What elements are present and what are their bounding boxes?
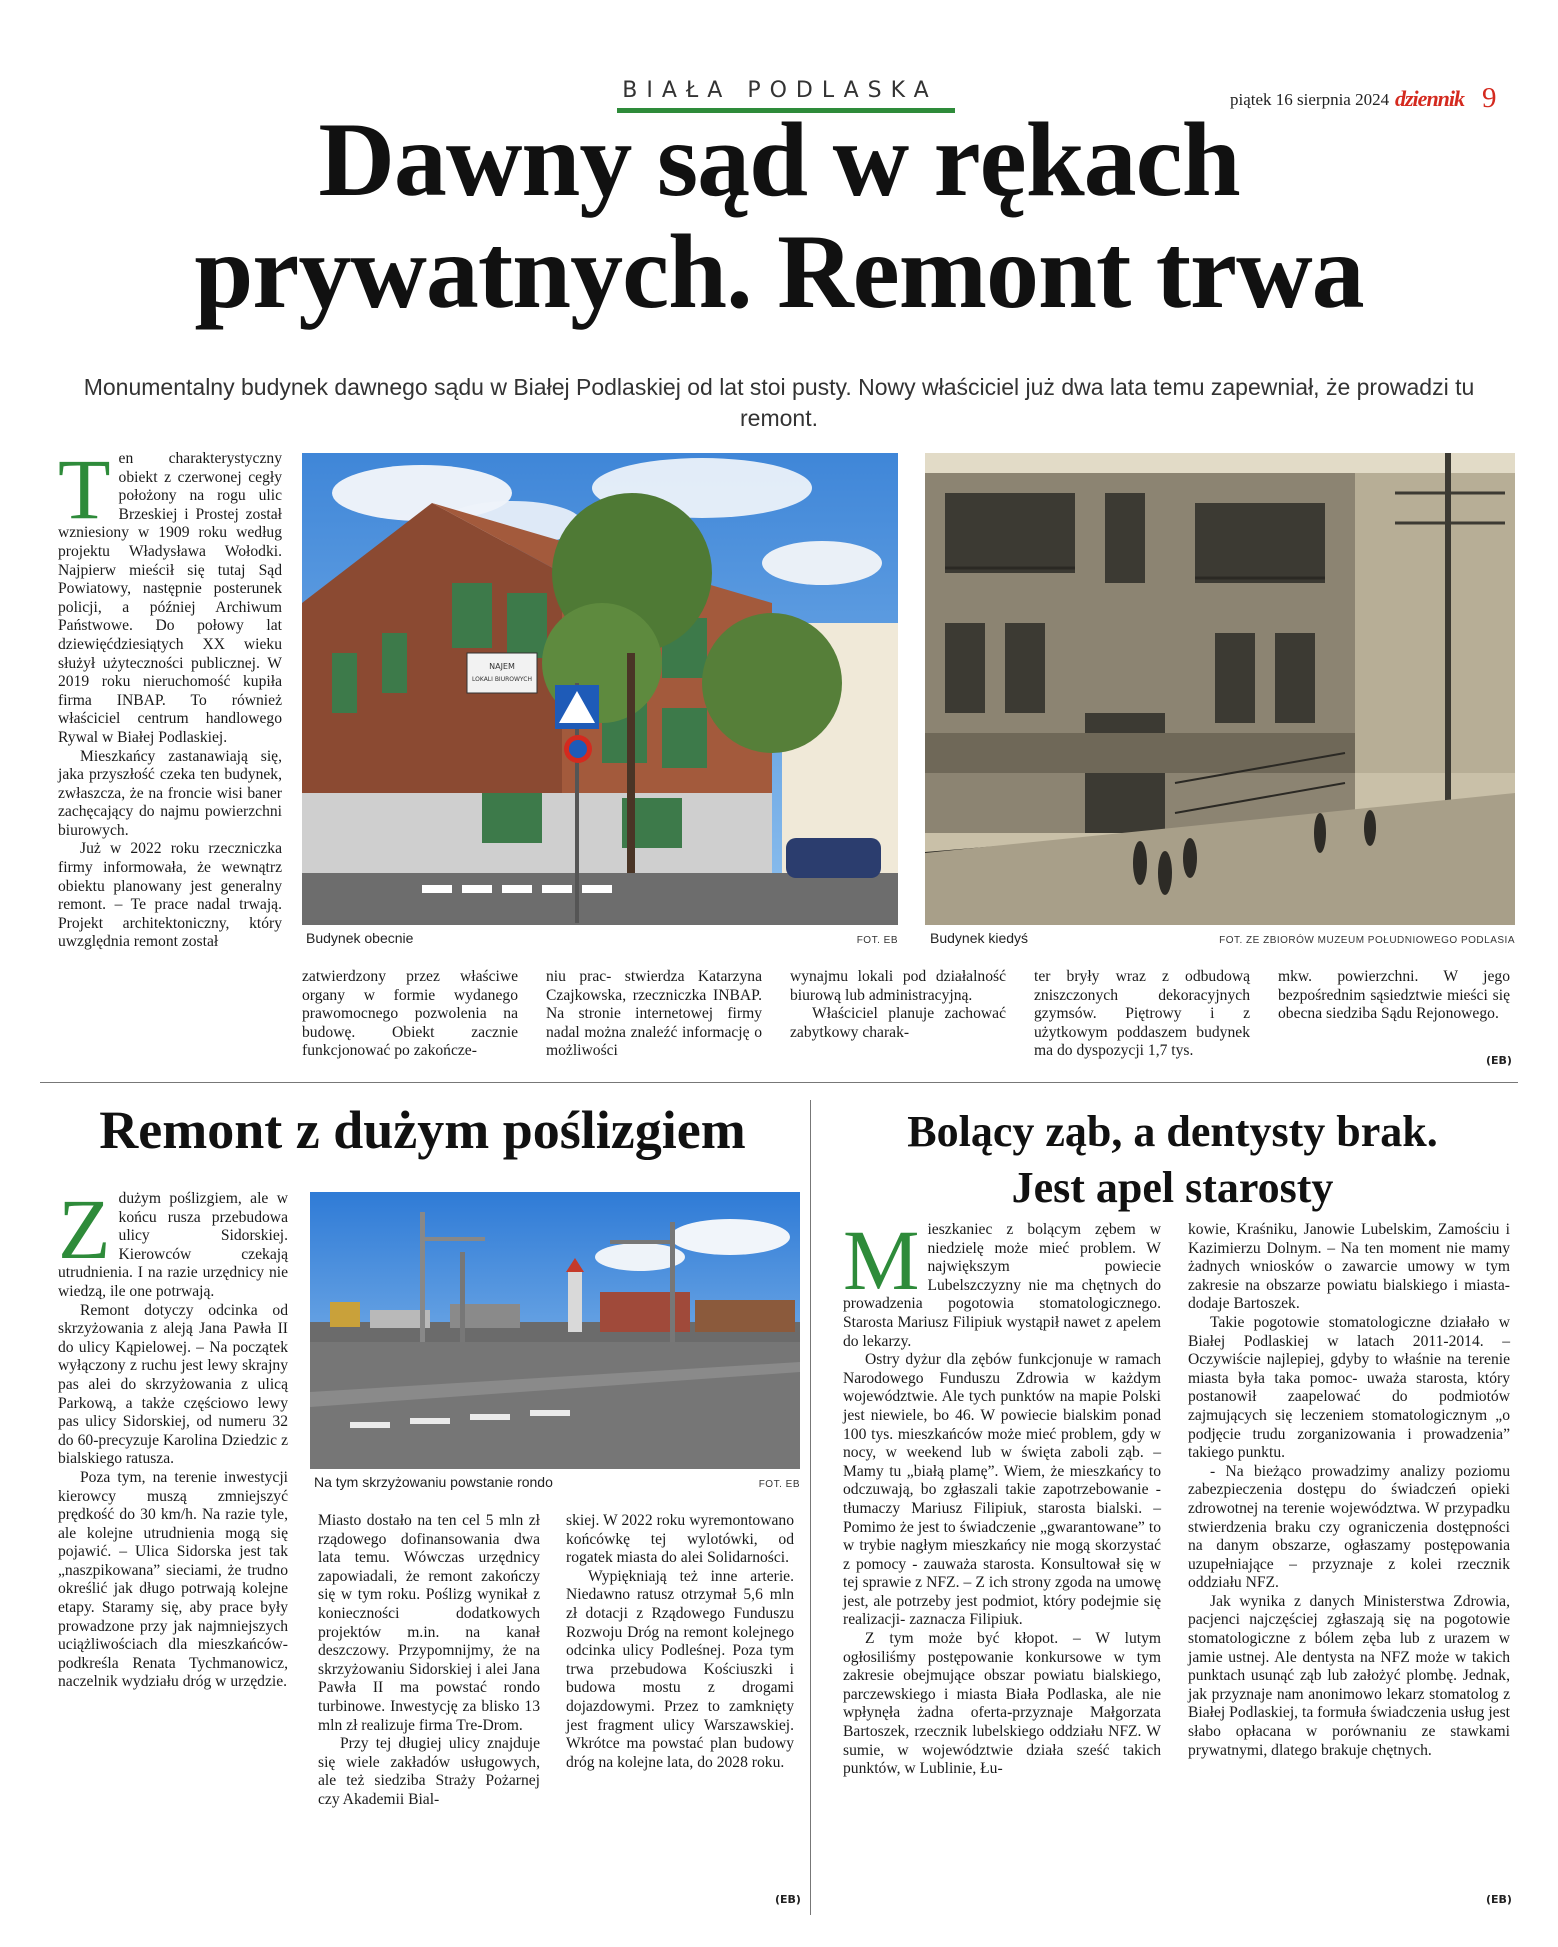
paragraph: Wypiękniają też inne arterie. Niedawno ratusz otrzymał 5,6 mln zł dotacji z Rządowego Funduszu Rozwoju Dróg na remont kolejnego odcinka ulicy Podleśnej. Poza tym trwa przebudowa Kościuszki i budowa mostu z drogami dojazdowymi. Przez to zamknięty jest fragment ulicy Warszawskiej. Wkrótce ma powstać plan budowy dróg na kolejne lata, do 2028 roku.: [566, 1567, 794, 1771]
historic-photo-illustration: [925, 453, 1515, 925]
paragraph: dużym poślizgiem, ale w końcu rusza przebudowa ulicy Sidorskiej. Kierowców czekają utrudnienia. I na razie urzędnicy nie wiedzą, ile one potrwają.: [58, 1190, 288, 1300]
photo3-credit: FOT. EB: [758, 1479, 800, 1490]
paragraph: Przy tej długiej ulicy znajduje się wiele zakładów usługowych, ale też siedziba Straży Pożarnej czy Akademii Bial-: [318, 1735, 540, 1808]
headline-line-1: Bolący ząb, a dentysty brak.: [907, 1107, 1438, 1156]
paragraph: niu prac- stwierdza Katarzyna Czajkowska, rzeczniczka INBAP. Na stronie internetowej firmy nadal można znaleźć informację o możliwości: [546, 968, 762, 1060]
article1-column-4: [790, 968, 1006, 1042]
article3-column-2: [1188, 1221, 1510, 1760]
paragraph: Poza tym, na terenie inwestycji kierowcy muszą zmniejszyć prędkość do 30 km/h. Na razie tyle, ale kolejne utrudnienia mogą się pojawić. – Ulica Sidorska jest tak „naszpikowana” sieciami, że trudno określić jak długo potrwają kolejne etapy. Staramy się, aby prace były prowadzone przy jak najmniejszych uciążliwościach dla mieszkańców- podkreśla Renata Tychmanowicz, naczelnik wydziału dróg w urzędzie.: [58, 1468, 288, 1691]
photo-intersection[interactable]: [310, 1192, 800, 1469]
article3-signature: (EB): [1486, 1893, 1512, 1906]
article3-headline: [830, 1104, 1515, 1216]
column-divider: [810, 1100, 811, 1915]
paragraph: en charakterystyczny obiekt z czerwonej cegły położony na rogu ulic Brzeskiej i Prostej został wzniesiony w 1909 roku według projektu Władysława Wołodki. Najpierw mieścił się tutaj Sąd Powiatowy, następnie posterunek policji, a później Archiwum Państwowe. Do połowy lat dziewięćdziesiątych XX wieku służył użyteczności publicznej. W 2019 roku nieruchomość kupiła firma INBAP. To również właściciel centrum handlowego Rywal w Białej Podlaskiej.: [58, 450, 282, 746]
paragraph: Ostry dyżur dla zębów funkcjonuje w ramach Narodowego Funduszu Zdrowia w każdym województwie. Ale tych punktów na mapie Polski jest niewiele, bo 46. W powiecie bialskim ponad 100 tys. mieszkańców może mieć problem, gdy w nocy, w weekend lub w święta zaboli ząb. – Mamy tu „białą plamę”. Wiem, że mieszkańcy to odczuwają, bo zgłaszali takie zapotrzebowanie - tłumaczy Mariusz Filipiuk, starosta bialski. – Pomimo że jest to świadczenie „gwarantowane” to w trybie nagłym mieszkańcy nie mogą skorzystać z pomocy - zauważa starosta. Konsultował się w tej sprawie z NFZ. – Z ich strony zgoda na umowę jest, ale potrzeby jest podmiot, który podejmie się realizacji- zaznacza Filipiuk.: [843, 1351, 1161, 1629]
photo1-caption: Budynek obecnie: [306, 930, 414, 946]
paragraph: zatwierdzony przez właściwe organy w formie wydanego prawomocnego pozwolenia na budowę. Obiekt zacznie funkcjonować po zakończe-: [302, 968, 518, 1060]
section-label: BIAŁA PODLASKA: [622, 78, 938, 103]
dropcap: M: [843, 1212, 920, 1308]
paragraph: Remont dotyczy odcinka od skrzyżowania z aleją Jana Pawła II do ulicy Kąpielowej. – Na początek wyłączony z ruchu jest lewy skrajny pas alei do skrzyżowania z ulicą Parkową, a także częściowo lewy pas ulicy Sidorskiej, od numeru 32 do 60-precyzuje Karolina Dziedzic z bialskiego ratusza.: [58, 1301, 288, 1468]
paragraph: Miasto dostało na ten cel 5 mln zł rządowego dofinansowania dwa lata temu. Wówczas urzędnicy zapowiadali, że remont zakończy się w tym roku. Poślizg wynikał z konieczności dodatkowych projektów m.in. na kanał deszczowy. Przypomnijmy, że na skrzyżowaniu Sidorskiej i alei Jana Pawła II ma powstać rondo turbinowe. Inwestycję za blisko 13 mln zł realizuje firma Tre-Drom.: [318, 1512, 540, 1734]
photo-building-past[interactable]: [925, 453, 1515, 925]
issue-date: piątek 16 sierpnia 2024: [1230, 90, 1390, 109]
paragraph: ter bryły wraz z odbudową zniszczonych dekoracyjnych gzymsów. Piętrowy i z użytkowym poddaszem budynek ma do dyspozycji 1,7 tys.: [1034, 968, 1250, 1060]
article1-column-5: [1034, 968, 1250, 1061]
paragraph: ieszkaniec z bolącym zębem w niedzielę może mieć problem. W największym powiecie Lubelszczyzny nie ma chętnych do prowadzenia pogotowia stomatologicznego. Starosta Mariusz Filipiuk wystąpił nawet z apelem do lekarzy.: [843, 1221, 1161, 1350]
article1-headline: [40, 101, 1518, 330]
dropcap: T: [58, 441, 111, 537]
article2-column-2: [318, 1512, 540, 1810]
newspaper-logo[interactable]: dziennik: [1395, 86, 1465, 111]
article1-signature: (EB): [1486, 1054, 1512, 1067]
paragraph: Właściciel planuje zachować zabytkowy charak-: [790, 1005, 1006, 1041]
photo2-caption: Budynek kiedyś: [930, 930, 1029, 946]
intersection-photo-illustration: [310, 1192, 800, 1469]
section-divider: [40, 1082, 1518, 1083]
article1-column-1: [58, 441, 282, 952]
headline-line-2: Jest apel starosty: [1011, 1163, 1334, 1212]
building-photo-illustration: [302, 453, 898, 925]
photo2-credit: FOT. ZE ZBIORÓW MUZEUM POŁUDNIOWEGO PODLASIA: [1219, 935, 1515, 946]
article2-signature: (EB): [775, 1893, 801, 1906]
article3-column-1: [843, 1212, 1161, 1779]
article1-column-3: [546, 968, 762, 1061]
paragraph: kowie, Kraśniku, Janowie Lubelskim, Zamościu i Kazimierzu Dolnym. – Na ten moment nie mamy żadnych wniosków o zawarcie umowy w tym zakresie na obszarze powiatu bialskiego i miasta- dodaje Bartoszek.: [1188, 1221, 1510, 1313]
article2-column-3: [566, 1512, 794, 1772]
page-number: 9: [1482, 82, 1497, 114]
banner-line-1: NAJEM: [489, 662, 515, 671]
paragraph: Już w 2022 roku rzeczniczka firmy informowała, że wewnątrz obiektu planowany jest generalny remont. – Te prace nadal trwają. Projekt architektoniczny, który uwzględnia remont został: [58, 840, 282, 951]
photo3-caption: Na tym skrzyżowaniu powstanie rondo: [314, 1474, 553, 1490]
photo-building-now[interactable]: [302, 453, 898, 925]
paragraph: mkw. powierzchni. W jego bezpośrednim sąsiedztwie mieści się obecna siedziba Sądu Rejonowego.: [1278, 968, 1510, 1023]
paragraph: Jak wynika z danych Ministerstwa Zdrowia, pacjenci najczęściej zgłaszają się na pogotowie stomatologiczne z bólem zęba lub z urazem w jamie ustnej. Ale dentysta na NFZ może w takich punktach usunąć ząb lub założyć plombę. Jednak, jak przyznaje nam anonimowo lekarz stomatolog z Białej Podlaskiej, ta formuła świadczenia usług jest słabo opłacana w porównaniu ze stawkami prywatnymi, dlatego brakuje chętnych.: [1188, 1592, 1510, 1759]
dropcap: Z: [58, 1181, 111, 1277]
headline-line-2: prywatnych. Remont trwa: [194, 213, 1364, 330]
article2-headline: Remont z dużym poślizgiem: [99, 1100, 746, 1160]
banner-line-2: LOKALI BIUROWYCH: [472, 676, 532, 683]
paragraph: skiej. W 2022 roku wyremontowano końcówkę tej wylotówki, od rogatek miasta do alei Solidarności.: [566, 1512, 794, 1567]
article1-lead: Monumentalny budynek dawnego sądu w Białej Podlaskiej od lat stoi pusty. Nowy właściciel już dwa lata temu zapewniał, że prowadzi tu remont.: [83, 374, 1475, 431]
paragraph: Z tym może być kłopot. – W lutym ogłosiliśmy postępowanie konkursowe w tym zakresie obejmujące obszar powiatu bialskiego, parczewskiego i miasta Biała Podlaska, ale nie wpłynęła żadna oferta-przyznaje Małgorzata Bartoszek, rzecznik lubelskiego oddziału NFZ. W sumie, w województwie działa sześć takich punktów, w Lublinie, Łu-: [843, 1630, 1161, 1778]
paragraph: Mieszkańcy zastanawiają się, jaka przyszłość czeka ten budynek, zwłaszcza, że na froncie wisi baner zachęcający do najmu powierzchni biurowych.: [58, 747, 282, 839]
article1-column-6: [1278, 968, 1510, 1024]
photo1-credit: FOT. EB: [856, 935, 898, 946]
paragraph: - Na bieżąco prowadzimy analizy poziomu zabezpieczenia dostępu do świadczeń opieki zdrowotnej na terenie województwa. W przypadku stwierdzenia braku czy ograniczenia dostępności na danym obszarze, ogłaszamy postępowania uzupełniające – przyznaje z kolei rzecznik oddziału NFZ.: [1188, 1462, 1510, 1592]
paragraph: wynajmu lokali pod działalność biurową lub administracyjną.: [790, 968, 1006, 1004]
article1-column-2: [302, 968, 518, 1061]
headline-line-1: Dawny sąd w rękach: [318, 101, 1240, 218]
paragraph: Takie pogotowie stomatologiczne działało w Białej Podlaskiej w latach 2011-2014. – Oczywiście najlepiej, gdyby to właśnie na terenie miasta była taka pomoc- uważa starosta, który postanowił zaapelować do podmiotów zajmujących się leczeniem stomatologicznym „o podjęcie trudu zorganizowania i prowadzenia” takiego punktu.: [1188, 1313, 1510, 1462]
article2-column-1: [58, 1181, 288, 1692]
